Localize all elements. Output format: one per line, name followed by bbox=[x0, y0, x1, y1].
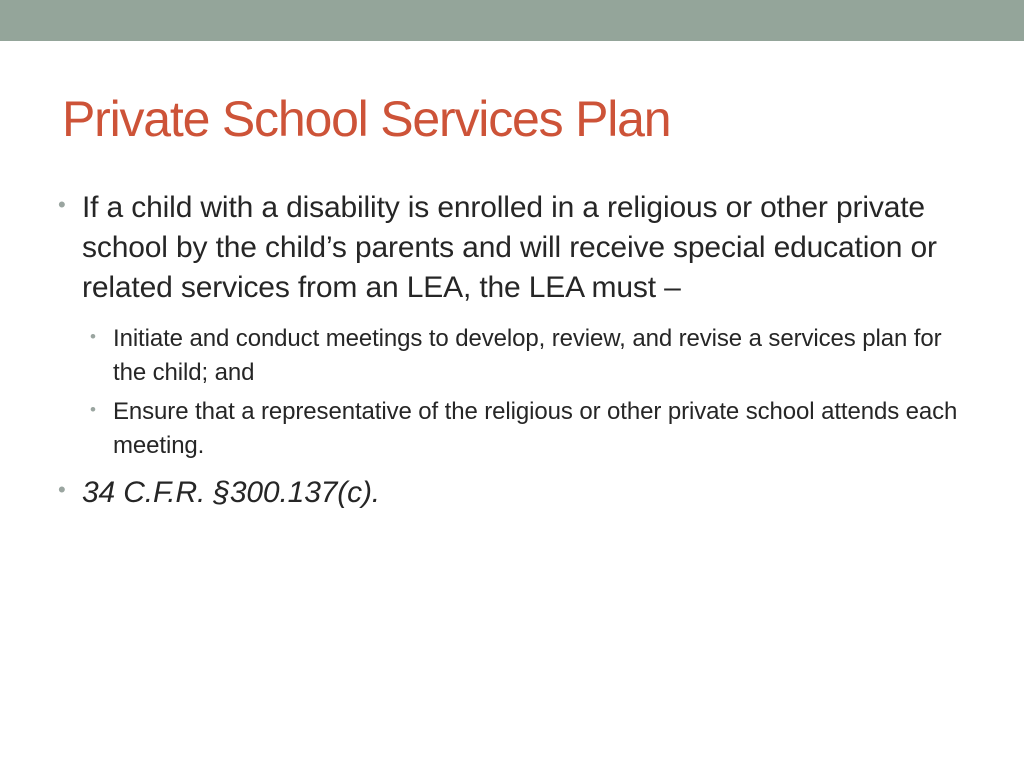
sub-bullet-item bbox=[0, 395, 963, 463]
slide-title: Private School Services Plan bbox=[62, 91, 671, 147]
bullet-item bbox=[0, 188, 952, 308]
sub-bullet-text: Ensure that a representative of the religious or other private school attends each meeting. bbox=[113, 398, 958, 459]
bullet-item bbox=[0, 473, 952, 513]
sub-bullet-dot-icon: • bbox=[90, 327, 96, 346]
citation-text: 34 C.F.R. §300.137(c). bbox=[82, 476, 380, 509]
sub-bullet-item bbox=[0, 322, 963, 390]
bullet-text: If a child with a disability is enrolled in a religious or other private school by the child’s parents and will receive special education or related services from an LEA, the LEA must – bbox=[82, 191, 937, 304]
bullet-dot-icon: • bbox=[58, 192, 66, 217]
sub-bullet-text: Initiate and conduct meetings to develop, review, and revise a services plan for the child; and bbox=[113, 325, 942, 386]
bullet-dot-icon: • bbox=[58, 477, 66, 502]
sub-bullet-dot-icon: • bbox=[90, 400, 96, 419]
top-accent-bar bbox=[0, 0, 1024, 41]
slide-content bbox=[0, 188, 1024, 513]
